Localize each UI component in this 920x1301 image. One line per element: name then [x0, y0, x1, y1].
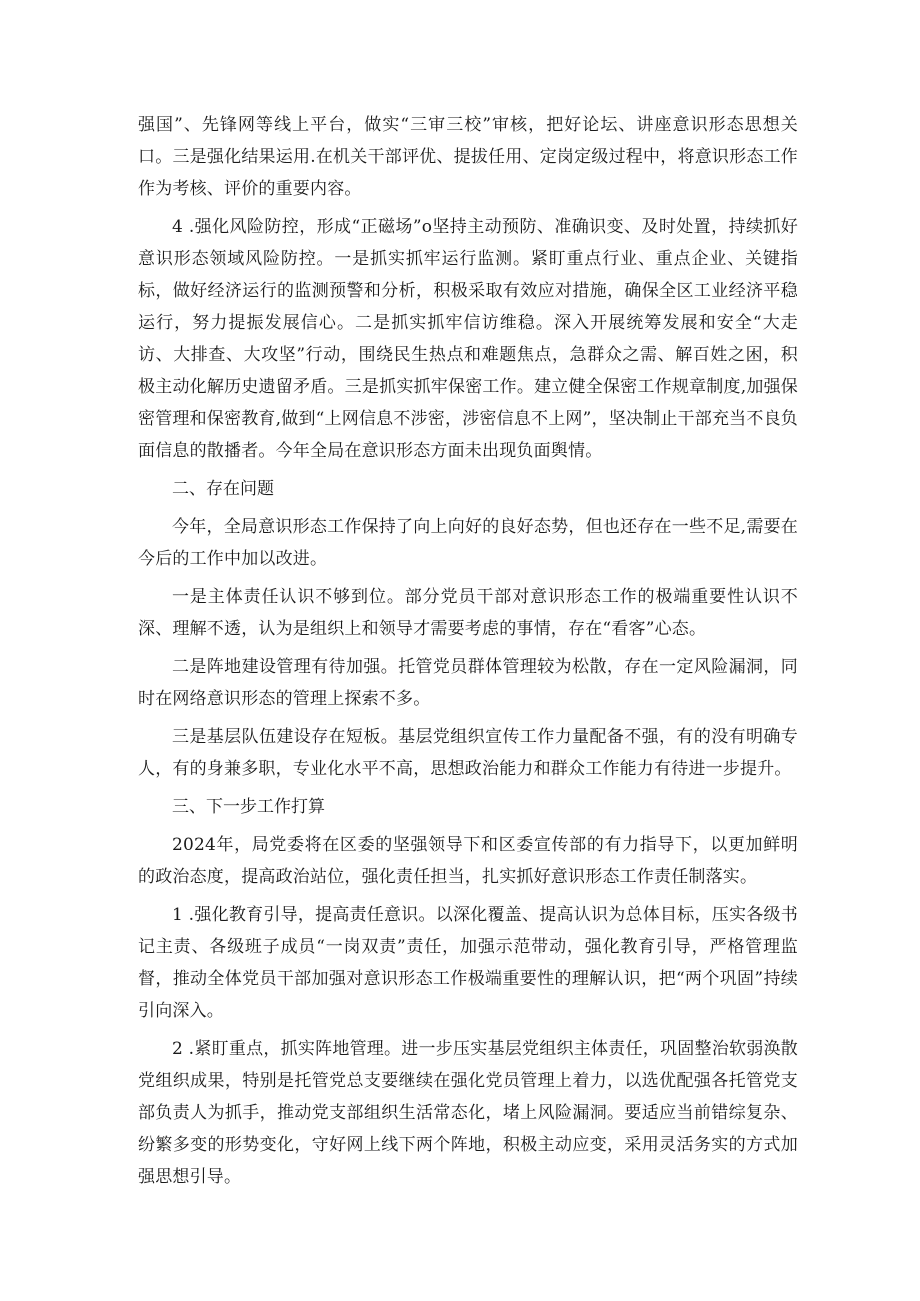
paragraph-problem-2: 二是阵地建设管理有待加强。托管党员群体管理较为松散，存在一定风险漏洞，同时在网络意识形态的管理上探索不多。	[138, 657, 798, 709]
paragraph-continuation: 强国”、先锋网等线上平台，做实“三审三校”审核，把好论坛、讲座意识形态思想关口。三是强化结果运用.在机关干部评优、提拔任用、定岗定级过程中，将意识形态工作作为考核、评价的重要内容。	[138, 115, 798, 199]
paragraph-plan-1: 1 .强化教育引导，提高责任意识。以深化覆盖、提高认识为总体目标，压实各级书记主责、各级班子成员“一岗双责”责任，加强示范带动，强化教育引导，严格管理监督，推动全体党员干部加强对意识形态工作极端重要性的理解认识，把“两个巩固”持续引向深入。	[138, 905, 798, 1021]
document-body	[138, 109, 798, 1199]
paragraph-risk-control: 4 .强化风险防控，形成“正磁场”o坚持主动预防、准确识变、及时处置，持续抓好意识形态领域风险防控。一是抓实抓牢运行监测。紧盯重点行业、重点企业、关键指标，做好经济运行的监测预警和分析，积极采取有效应对措施，确保全区工业经济平稳运行，努力提振发展信心。二是抓实抓牢信访维稳。深入开展统筹发展和安全“大走访、大排查、大攻坚”行动，围绕民生热点和难题焦点，急群众之需、解百姓之困，积极主动化解历史遗留矛盾。三是抓实抓牢保密工作。建立健全保密工作规章制度,加强保密管理和保密教育,做到“上网信息不涉密，涉密信息不上网”，坚决制止干部充当不良负面信息的散播者。今年全局在意识形态方面未出现负面舆情。	[138, 217, 798, 461]
paragraph-problem-3: 三是基层队伍建设存在短板。基层党组织宣传工作力量配备不强，有的没有明确专人，有的身兼多职，专业化水平不高，思想政治能力和群众工作能力有待进一步提升。	[138, 727, 798, 779]
section-heading-problems: 二、存在问题	[172, 479, 274, 499]
paragraph-next-steps-intro: 2024年，局党委将在区委的坚强领导下和区委宣传部的有力指导下，以更加鲜明的政治态度，提高政治站位，强化责任担当，扎实抓好意识形态工作责任制落实。	[138, 835, 798, 887]
section-heading-next-steps: 三、下一步工作打算	[172, 797, 325, 817]
paragraph-problems-intro: 今年，全局意识形态工作保持了向上向好的良好态势，但也还存在一些不足,需要在今后的工作中加以改进。	[138, 517, 798, 569]
paragraph-problem-1: 一是主体责任认识不够到位。部分党员干部对意识形态工作的极端重要性认识不深、理解不透，认为是组织上和领导才需要考虑的事情，存在“看客”心态。	[138, 587, 798, 639]
paragraph-plan-2: 2 .紧盯重点，抓实阵地管理。进一步压实基层党组织主体责任，巩固整治软弱涣散党组织成果，特别是托管党总支要继续在强化党员管理上着力，以选优配强各托管党支部负责人为抓手，推动党支部组织生活常态化，堵上风险漏洞。要适应当前错综复杂、纷繁多变的形势变化，守好网上线下两个阵地，积极主动应变，采用灵活务实的方式加强思想引导。	[138, 1039, 798, 1187]
